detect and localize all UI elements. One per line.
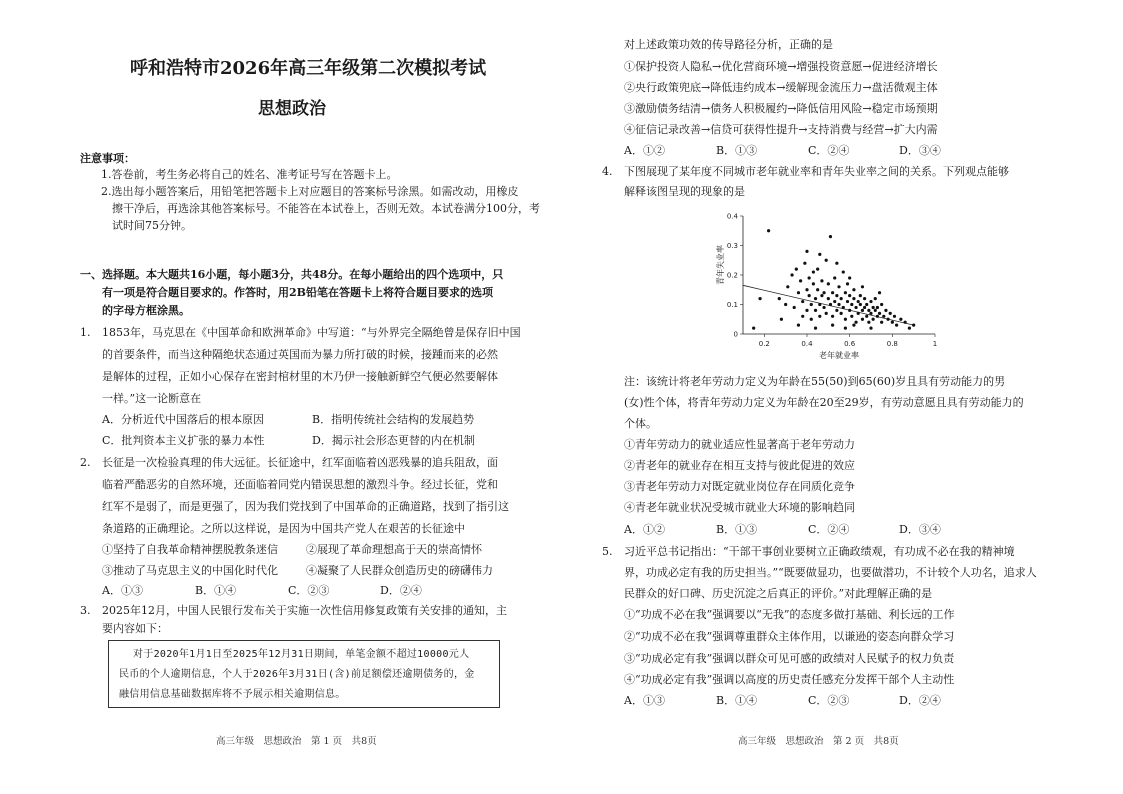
data-point	[752, 327, 755, 330]
question-number: 1.	[80, 326, 91, 339]
data-point	[778, 297, 781, 300]
notice-line: 民币的个人逾期信息，个人于2026年3月31日(含)前足额偿还逾期债务的，金	[119, 669, 475, 680]
option-c: C．批判资本主义扩张的暴力本性	[102, 434, 265, 447]
data-point	[822, 306, 825, 309]
note-line: 擦干净后，再选涂其他答案标号。不能答在本试卷上，否则无效。本试卷满分100分，考	[112, 202, 540, 215]
question-text: 1853年，马克思在《中国革命和欧洲革命》中写道：“与外界完全隔绝曾是保存旧中国	[102, 326, 521, 339]
data-point	[850, 303, 853, 306]
question-text: 下图展现了某年度不同城市老年就业率和青年失业率之间的关系。下列观点能够	[624, 165, 1009, 178]
data-point	[842, 270, 845, 273]
data-point	[842, 306, 845, 309]
data-point	[835, 294, 838, 297]
option-a: A．①②	[624, 144, 665, 157]
data-point	[867, 321, 870, 324]
data-point	[891, 321, 894, 324]
option-c: C．②④	[808, 144, 850, 157]
y-tick-label: 0.2	[726, 271, 738, 280]
data-point	[825, 312, 828, 315]
data-point	[852, 297, 855, 300]
data-point	[825, 259, 828, 262]
question-text: 红军不是弱了，而是更强了，因为我们党找到了中国革命的正确道路，找到了指引这	[102, 500, 509, 513]
data-point	[857, 300, 860, 303]
y-tick-label: 0	[733, 330, 738, 339]
subject-title: 思想政治	[258, 99, 326, 119]
data-point	[786, 285, 789, 288]
data-point	[818, 315, 821, 318]
data-point	[790, 273, 793, 276]
data-point	[818, 303, 821, 306]
data-point	[904, 321, 907, 324]
data-point	[810, 303, 813, 306]
statement-item: ③青老年劳动力对既定就业岗位存在同质化竞争	[624, 480, 855, 493]
statement-item: ③推动了马克思主义的中国化时代化	[102, 564, 278, 577]
data-point	[837, 303, 840, 306]
note-line: 2.选出每小题答案后，用铅笔把答题卡上对应题目的答案标号涂黑。如需改动，用橡皮	[101, 185, 519, 198]
x-tick-label: 1	[932, 340, 938, 348]
data-point	[837, 285, 840, 288]
data-point	[814, 327, 817, 330]
data-point	[814, 309, 817, 312]
data-point	[805, 288, 808, 291]
data-point	[767, 229, 770, 232]
x-tick-label: 0.8	[886, 340, 898, 348]
question-number: 4.	[602, 165, 613, 178]
data-point	[846, 282, 849, 285]
data-point	[840, 312, 843, 315]
statement-item: ③“功成必定有我”强调以群众可见可感的政绩对人民赋予的权力负责	[624, 652, 955, 665]
data-point	[844, 327, 847, 330]
option-c: C．②③	[288, 584, 330, 597]
statement-item: ④凝聚了人民群众创造历史的磅礴伟力	[306, 564, 493, 577]
data-point	[867, 309, 870, 312]
data-point	[797, 324, 800, 327]
data-point	[827, 297, 830, 300]
data-point	[882, 315, 885, 318]
notice-line: 对于2020年1月1日至2025年12月31日期间，单笔金额不超过10000元人	[133, 649, 470, 660]
data-point	[893, 315, 896, 318]
data-point	[793, 306, 796, 309]
option-d: D．②④	[899, 694, 941, 707]
question-text: 习近平总书记指出：“干部干事创业要树立正确政绩观，有功成不必在我的精神境	[624, 545, 1015, 558]
data-point	[820, 294, 823, 297]
x-tick-label: 0.4	[801, 340, 813, 348]
data-point	[833, 276, 836, 279]
statement-item: ④征信记录改善→信贷可获得性提升→支持消费与经营→扩大内需	[624, 123, 938, 136]
data-point	[886, 318, 889, 321]
scatter-chart	[711, 206, 951, 366]
y-tick-label: 0.3	[726, 242, 738, 250]
data-point	[795, 268, 798, 271]
data-point	[863, 297, 866, 300]
data-point	[854, 321, 857, 324]
data-point	[818, 253, 821, 256]
data-point	[859, 294, 862, 297]
y-axis-label: 青年失业率	[716, 245, 725, 285]
data-point	[878, 291, 881, 294]
question-text: 要内容如下：	[102, 622, 168, 635]
statement-item: ②“功成不必在我”强调尊重群众主体作用，以谦逊的姿态向群众学习	[624, 630, 955, 643]
data-point	[857, 312, 860, 315]
right-page	[561, 0, 1123, 794]
question-text: 界，功成必定有我的历史担当。”“既要做显功，也要做潜功，不计较个人功名，追求人	[624, 566, 1037, 579]
data-point	[876, 306, 879, 309]
data-point	[827, 282, 830, 285]
statement-item: ①保护投资人隐私→优化营商环境→增强投资意愿→促进经济增长	[624, 60, 938, 73]
option-c: C．②④	[808, 523, 850, 536]
data-point	[861, 285, 864, 288]
left-page	[0, 0, 561, 794]
data-point	[835, 262, 838, 265]
data-point	[805, 250, 808, 253]
note-line: 试时间75分钟。	[112, 219, 192, 232]
data-point	[831, 315, 834, 318]
statement-item: ①青年劳动力的就业适应性显著高于老年劳动力	[624, 438, 855, 451]
statement-item: ②青老年的就业存在相互支持与彼此促进的效应	[624, 459, 855, 472]
data-point	[861, 309, 864, 312]
x-tick-label: 0.6	[844, 340, 856, 348]
data-point	[797, 291, 800, 294]
section-heading: 的字母方框涂黑。	[102, 304, 190, 317]
data-point	[831, 291, 834, 294]
y-tick-label: 0.1	[726, 301, 738, 309]
policy-notice-box	[108, 640, 500, 708]
data-point	[814, 297, 817, 300]
data-point	[908, 327, 911, 330]
statement-item: ①“功成不必在我”强调要以“无我”的态度多做打基础、利长远的工作	[624, 608, 955, 621]
section-heading: 有一项是符合题目要求的。作答时，用2B铅笔在答题卡上将符合题目要求的选项	[102, 286, 493, 299]
statement-item: ②央行政策兜底→降低违约成本→缓解现金流压力→盘活微观主体	[624, 81, 938, 94]
data-point	[872, 318, 875, 321]
question-text: 是解体的过程，正如小心保存在密封棺材里的木乃伊一接触新鲜空气便必然要解体	[102, 370, 498, 383]
option-a: A．①③	[624, 694, 665, 707]
note-line: 1.答卷前，考生务必将自己的姓名、准考证号写在答题卡上。	[101, 168, 398, 181]
data-point	[799, 279, 802, 282]
question-text: 临着严酷恶劣的自然环境，还面临着同党内错误思想的激烈斗争。经过长征，党和	[102, 478, 498, 491]
data-point	[889, 312, 892, 315]
data-point	[872, 306, 875, 309]
statement-item: ④“功成必定有我”强调以高度的历史责任感充分发挥干部个人主动性	[624, 673, 955, 686]
notes-header: 注意事项：	[80, 152, 135, 165]
question-text: 一样。”这一论断意在	[102, 392, 202, 405]
data-point	[758, 297, 761, 300]
option-b: B．①③	[716, 144, 758, 157]
page-footer: 高三年级 思想政治 第 2 页 共8页	[738, 736, 899, 747]
data-point	[848, 294, 851, 297]
section-heading: 一、选择题。本大题共16小题，每小题3分，共48分。在每小题给出的四个选项中，只	[80, 268, 504, 281]
data-point	[829, 303, 832, 306]
question-text: 对上述政策功效的传导路径分析，正确的是	[624, 38, 833, 51]
chart-note: (女)性个体，将青年劳动力定义为年龄在20至29岁，有劳动意愿且具有劳动能力的	[624, 396, 1024, 409]
data-point	[820, 279, 823, 282]
data-point	[812, 282, 815, 285]
question-text: 2025年12月，中国人民银行发布关于实施一次性信用修复政策有关安排的通知，主	[102, 604, 507, 617]
data-point	[912, 324, 915, 327]
question-text: 解释该图呈现的现象的是	[624, 185, 745, 198]
data-point	[822, 291, 825, 294]
data-point	[801, 300, 804, 303]
chart-note: 个体。	[624, 417, 657, 430]
option-a: A．①③	[102, 584, 143, 597]
data-point	[808, 294, 811, 297]
data-point	[848, 276, 851, 279]
data-point	[884, 309, 887, 312]
exam-title: 呼和浩特市2026年高三年级第二次模拟考试	[130, 58, 487, 79]
data-point	[852, 324, 855, 327]
data-point	[869, 312, 872, 315]
option-d: D．揭示社会形态更替的内在机制	[312, 434, 475, 447]
data-point	[803, 262, 806, 265]
data-point	[810, 318, 813, 321]
data-point	[865, 315, 868, 318]
option-d: D．②④	[380, 584, 422, 597]
data-point	[863, 306, 866, 309]
y-tick-label: 0.4	[726, 212, 738, 221]
data-point	[801, 315, 804, 318]
option-b: B．①④	[716, 694, 758, 707]
question-text: 民群众的好口碑、历史沉淀之后真正的评价。”对此理解正确的是	[624, 587, 933, 600]
option-b: B．①③	[716, 523, 758, 536]
x-tick-label: 0.2	[758, 340, 770, 348]
data-point	[880, 303, 883, 306]
data-point	[844, 291, 847, 294]
option-a: A．①②	[624, 523, 665, 536]
notice-line: 融信用信息基础数据库将不予展示相关逾期信息。	[119, 689, 346, 700]
option-b: B．①④	[195, 584, 237, 597]
option-a: A．分析近代中国落后的根本原因	[102, 413, 264, 426]
data-point	[846, 300, 849, 303]
statement-item: ④青老年就业状况受城市就业大环境的影响趋同	[624, 501, 855, 514]
data-point	[816, 268, 819, 271]
statement-item: ③激励债务结清→债务人积极履约→降低信用风险→稳定市场预期	[624, 102, 938, 115]
data-point	[812, 270, 815, 273]
data-point	[805, 309, 808, 312]
question-number: 2.	[80, 456, 91, 469]
data-point	[833, 300, 836, 303]
question-number: 5.	[602, 545, 613, 558]
data-point	[869, 300, 872, 303]
option-d: D．③④	[899, 523, 941, 536]
data-point	[876, 315, 879, 318]
chart-note: 注：该统计将老年劳动力定义为年龄在55(50)到65(60)岁且具有劳动能力的男	[624, 375, 1006, 388]
x-axis-label: 老年就业率	[819, 351, 859, 360]
data-point	[878, 312, 881, 315]
data-point	[861, 318, 864, 321]
data-point	[852, 288, 855, 291]
data-point	[835, 309, 838, 312]
option-d: D．③④	[899, 144, 941, 157]
data-point	[854, 306, 857, 309]
data-point	[874, 309, 877, 312]
data-point	[865, 303, 868, 306]
data-point	[880, 321, 883, 324]
question-text: 的首要条件，而当这种隔绝状态通过英国而为暴力所打破的时候，接踵而来的必然	[102, 348, 498, 361]
statement-item: ①坚持了自我革命精神摆脱教条迷信	[102, 543, 278, 556]
data-point	[895, 324, 898, 327]
data-point	[859, 303, 862, 306]
option-b: B．指明传统社会结构的发展趋势	[312, 413, 475, 426]
data-point	[780, 318, 783, 321]
statement-item: ②展现了革命理想高于天的崇高情怀	[306, 543, 482, 556]
data-point	[850, 315, 853, 318]
question-text: 长征是一次检验真理的伟大远征。长征途中，红军面临着凶恶残暴的追兵阻敌，面	[102, 456, 498, 469]
data-point	[829, 235, 832, 238]
data-point	[831, 324, 834, 327]
data-point	[840, 297, 843, 300]
question-number: 3.	[80, 604, 91, 617]
data-point	[848, 309, 851, 312]
data-point	[808, 276, 811, 279]
data-point	[874, 297, 877, 300]
option-c: C．②③	[808, 694, 850, 707]
data-point	[844, 318, 847, 321]
question-text: 条道路的正确理论。之所以这样说，是因为中国共产党人在艰苦的长征途中	[102, 522, 465, 535]
data-point	[899, 318, 902, 321]
data-point	[784, 303, 787, 306]
data-point	[816, 288, 819, 291]
data-point	[869, 327, 872, 330]
page-footer: 高三年级 思想政治 第 1 页 共8页	[216, 736, 377, 747]
chart-points-group	[743, 229, 915, 330]
